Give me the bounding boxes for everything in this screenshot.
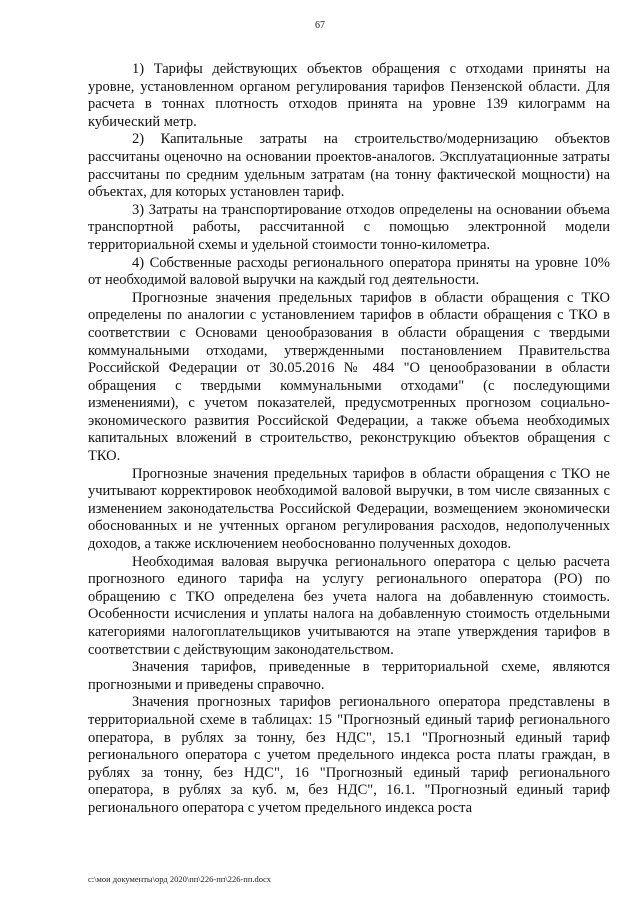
paragraph-capital-costs: 2) Капитальные затраты на строительство/модернизацию объектов рассчитаны оценочно на основании проектов-аналогов. Эксплуатационные затраты рассчитаны по средним удельным затратам (на тонну фактической мощности) на объектах, для которых установлен тариф. [88,131,610,201]
footer-file-path: c:\мои документы\орд 2020\пп\226-пп\226-пп.docx [88,874,272,884]
paragraph-tariffs-existing: 1) Тарифы действующих объектов обращения с отходами приняты на уровне, установленном органом регулирования тарифов Пензенской области. Для расчета в тоннах плотность отходов принята на уровне 139 килограмм на кубический метр. [88,61,610,130]
document-body [88,61,610,818]
paragraph-forecast-tariffs: Прогнозные значения предельных тарифов в области обращения с ТКО определены по аналогии с установлением тарифов в области обращения с ТКО в соответствии с Основами ценообразования в области обращения с твердыми коммунальными отходами, утвержденными постановлением Правительства Российской Федерации от 30.05.2016 № 484 "О ценообразовании в области обращения с твердыми коммунальными отходами" (с последующими изменениями), с учетом показателей, предусмотренных прогнозом социально-экономического развития Российской Федерации, а также объема необходимых капитальных вложений в строительство, реконструкцию объектов обращения с ТКО. [88,289,610,465]
paragraph-own-expenses: 4) Собственные расходы регионального оператора приняты на уровне 10% от необходимой валовой выручки на каждый год деятельности. [88,254,610,289]
paragraph-forecast-adjustments: Прогнозные значения предельных тарифов в области обращения с ТКО не учитывают корректировок необходимой валовой выручки, в том числе связанных с изменением законодательства Российской Федерации, возмещением экономически обоснованных и не учтенных органом регулирования расходов, недополученных доходов, а также исключением необоснованно полученных доходов. [88,465,610,553]
paragraph-transport-costs: 3) Затраты на транспортирование отходов определены на основании объема транспортной работы, рассчитанной с помощью электронной модели территориальной схемы и удельной стоимости тонно-километра. [88,201,610,253]
paragraph-gross-revenue: Необходимая валовая выручка регионального оператора с целью расчета прогнозного единого тарифа на услугу регионального оператора (РО) по обращению с ТКО определена без учета налога на добавленную стоимость. Особенности исчисления и уплаты налога на добавленную стоимость отдельными категориями налогоплательщиков учитываются на этапе утверждения тарифов в соответствии с действующим законодательством. [88,553,610,658]
paragraph-reference-values: Значения тарифов, приведенные в территориальной схеме, являются прогнозными и приведены справочно. [88,659,610,693]
page-number: 67 [315,20,325,31]
paragraph-tariff-tables: Значения прогнозных тарифов регионального оператора представлены в территориальной схеме в таблицах: 15 "Прогнозный единый тариф регионального оператора, в рублях за тонну, без НДС", 15.1 "Прогнозный единый тариф регионального оператора с учетом предельного индекса роста платы граждан, в рублях за тонну, без НДС", 16 "Прогнозный единый тариф регионального оператора, в рублях за куб. м, без НДС", 16.1. "Прогнозный единый тариф регионального оператора с учетом предельного индекса роста [88,694,610,816]
